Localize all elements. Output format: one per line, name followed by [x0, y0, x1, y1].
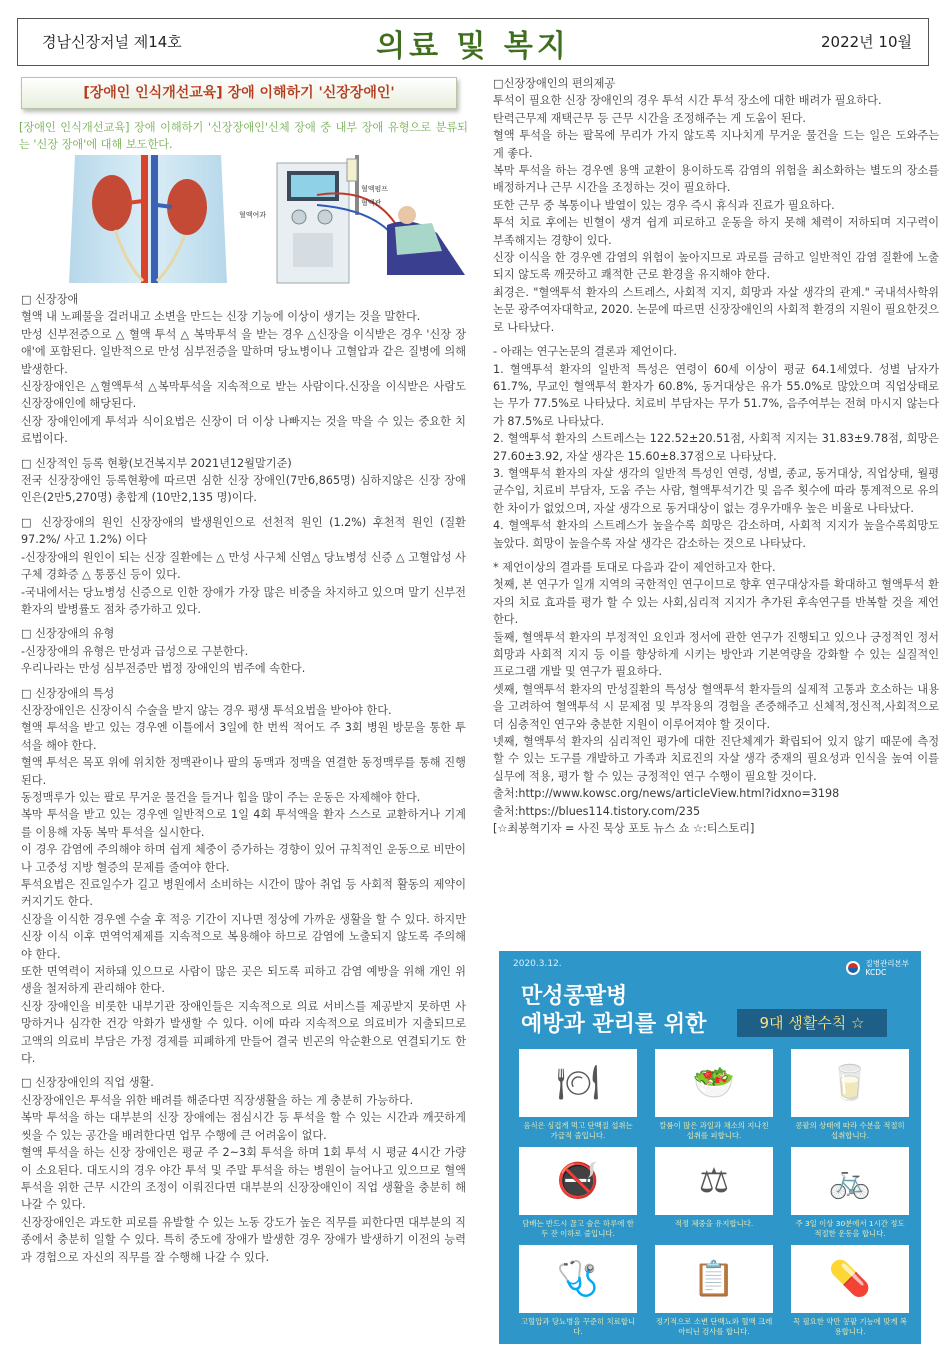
paragraph: 탄력근무제 재택근무 등 근무 시간을 조정해주는 게 도움이 된다. — [493, 111, 806, 125]
paragraph: 복막 투석을 받고 있는 경우엔 일반적으로 1일 4회 투석액을 환자 스스로 교환하거나 기계를 이용해 자동 복막 투석을 실시한다. — [21, 808, 466, 839]
agency-name-ko: 질병관리본부 — [865, 959, 909, 968]
issue-date: 2022년 10월 — [820, 33, 912, 51]
paragraph: -국내에서는 당뇨병성 신증으로 인한 장애가 가장 많은 비중을 차지하고 있으며 말기 신부전 환자의 발병률도 점차 증가하고 있다. — [21, 585, 466, 616]
illustration — [17, 155, 470, 283]
paragraph: 3. 혈액투석 환자의 자살 생각의 일반적 특성인 연령, 성별, 종교, 동거대상, 직업상태, 월평균수입, 치료비 부담자, 도움 주는 사람, 혈액투석기간 및 음주 횟수에 따라 통계적으로 유의한 차이가 없었으며, 자살 생각으로 동거대상이 없는 경우가매우 높은 비율로 나타났다. — [493, 466, 939, 515]
paragraph: 4. 혈액투석 환자의 스트레스가 높을수록 희망은 감소하며, 사회적 지지가 높을수록희망도 높았다. 희망이 높을수록 자살 생각은 감소하는 것으로 나타났다. — [493, 519, 939, 550]
paragraph: 출처:http://www.kowsc.org/news/articleView.html?idxno=3198 — [493, 787, 840, 801]
paragraph: 신장 장애인을 비롯한 내부기관 장애인들은 지속적으로 의료 서비스를 제공받지 못하면 사망하거나 심각한 건강 악화가 발생할 수 있다. 이에 따라 지속적으로 의료비가 지출되므로 고액의 의료비 부담은 가정 경제를 피폐하게 만들어 결국 빈곤의 악순환으로 연결되기도 한다. — [21, 999, 466, 1066]
paragraph: 신장장애인은 △혈액투석 △복막투석을 지속적으로 받는 사람이다.신장을 이식받은 사람도 신장장애인에 해당된다. — [21, 380, 466, 411]
poster-title-line1: 만성콩팥병 — [521, 984, 628, 1009]
section-title: 의료 및 복지 — [376, 29, 570, 64]
ckd-prevention-poster — [499, 951, 921, 1344]
page-header — [17, 18, 929, 66]
publication-name: 경남신장저널 제14호 — [42, 33, 182, 51]
paragraph: 둘째, 혈액투석 환자의 부정적인 요인과 정서에 관한 연구가 진행되고 있으나 긍정적인 정서 희망과 사회적 지지 등 이를 향상하게 시키는 방안과 기본역량을 강화할 수 있는 실질적인 프로그램 개발 및 연구가 필요하다. — [493, 630, 939, 679]
paragraph: 혈액 투석을 하는 신장 장애인은 평균 주 2~3회 투석을 하며 1회 투석 시 평균 4시간 가량이 소요된다. 대도시의 경우 야간 투석 및 주말 투석을 하는 병원이 늘어나고 있으므로 혈액 투석을 위한 근무 시간의 조정이 이뤄진다면 대부분의 신장장애인이 직업 생활을 충분히 해나갈 수 있다. — [21, 1146, 466, 1212]
rule-card — [791, 1049, 909, 1141]
paragraph: □ 신장장애의 원인 신장장애의 발생원인으로 선천적 원인 (1.2%) 후천적 원인 (질환97.2%/ 사고 1.2%) 이다 — [21, 515, 466, 547]
rule-caption: 주 3일 이상 30분에서 1시간 정도 적절한 운동을 합니다. — [795, 1219, 905, 1238]
right-article-body — [491, 75, 941, 837]
exercise-icon: 🚲 — [791, 1147, 909, 1215]
paragraph: 투석요법은 진료일수가 길고 병원에서 소비하는 시간이 많아 취업 등 사회적 활동의 제약이 커지기도 한다. — [21, 878, 466, 909]
svg-text:혈액펌프: 혈액펌프 — [361, 185, 389, 193]
vegetables-icon: 🥗 — [655, 1049, 773, 1117]
poster-title-line2: 예방과 관리를 위한 — [521, 1012, 707, 1037]
paragraph: 첫째, 본 연구가 일개 지역의 국한적인 연구이므로 향후 연구대상자를 확대하고 혈액투석 환자의 치료 효과를 평가 할 수 있는 사회,심리적 지지가 추가된 후속연구를 반복할 것을 제언한다. — [493, 578, 939, 627]
svg-text:혈액관: 혈액관 — [361, 199, 382, 207]
paragraph — [21, 507, 466, 514]
paragraph: 혈액 투석을 하는 팔목에 무리가 가지 않도록 지나치게 무거운 물건을 드는 일은 도와주는 게 좋다. — [493, 129, 939, 160]
rule-caption: 칼륨이 많은 과일과 채소의 지나친 섭취를 피합니다. — [659, 1121, 769, 1140]
paragraph — [493, 552, 939, 559]
low-salt-meal-icon: 🍽 — [519, 1049, 637, 1117]
paragraph: 출처:https://blues114.tistory.com/235 — [493, 804, 701, 818]
paragraph: [☆최봉혁기자 = 사진 묵상 포토 뉴스 쇼 ☆:티스토리] — [493, 822, 755, 836]
paragraph: 1. 혈액투석 환자의 일반적 특성은 연령이 60세 이상이 평균 64.1세였다. 성별 남자가61.7%, 무교인 혈액투석 환자가 60.8%, 동거대상은 유가 55.0%로 많았으며 직업상태로는 무가 77.5%로 나타났다. 치료비 부담자는 무가 51.7%, 음주여부는 전혀 마시지 않는다가 87.5%로 나타났다. — [493, 362, 939, 428]
paragraph — [21, 1067, 466, 1074]
paragraph: 또한 면역력이 저하돼 있으므로 사람이 많은 곳은 되도록 피하고 감염 예방을 위해 개인 위생을 철저하게 관리해야 한다. — [21, 965, 466, 996]
rule-caption: 담배는 반드시 끊고 술은 하루에 한두 잔 이하로 줄입니다. — [522, 1219, 634, 1238]
paragraph: 또한 근무 중 복통이나 발열이 있는 경우 즉시 휴식과 진료가 필요하다. — [493, 198, 835, 212]
paragraph: □ 신장장애인의 직업 생활. — [21, 1076, 154, 1090]
paragraph: 투석이 필요한 신장 장애인의 경우 투석 시간 투석 장소에 대한 배려가 필요하다. — [493, 94, 882, 108]
paragraph: □ 신장적인 등록 현황(보건복지부 2021년12월말기준) — [21, 456, 292, 470]
agency-logo — [846, 959, 909, 977]
paragraph: 혈액 투석은 목포 위에 위치한 정맥관이나 팔의 동맥과 정맥을 연결한 동정맥루를 통해 진행된다. — [21, 756, 466, 787]
paragraph: - 아래는 연구논문의 결론과 제언이다. — [493, 345, 677, 359]
checkup-icon: 📋 — [655, 1245, 773, 1313]
rule-card — [791, 1245, 909, 1337]
medicine-icon: 💊 — [791, 1245, 909, 1313]
article-title: [장애인 인식개선교육] 장애 이해하기 '신장장애인' — [21, 77, 457, 109]
paragraph: 동정맥루가 있는 팔로 무거운 물건을 들거나 힘을 많이 주는 운동은 자제해야 한다. — [21, 790, 421, 804]
right-column — [491, 75, 941, 1360]
rule-card — [519, 1049, 637, 1141]
rule-caption: 음식은 싱겁게 먹고 단백질 섭취는 가급적 줄입니다. — [523, 1121, 633, 1140]
poster-date: 2020.3.12. — [513, 959, 562, 969]
left-article-body — [17, 291, 470, 1266]
paragraph: 복막 투석을 하는 경우엔 용액 교환이 용이하도록 감염의 위험을 최소화하는 별도의 장소를 배정하거나 근무 시간을 조정하는 것이 필요하다. — [493, 164, 939, 195]
paragraph — [21, 678, 466, 685]
agency-name-en: KCDC — [865, 968, 887, 977]
rule-card — [519, 1245, 637, 1337]
rule-card — [655, 1049, 773, 1141]
dialysis-machine-image — [237, 155, 469, 285]
paragraph: 셋째, 혈액투석 환자의 만성질환의 특성상 혈액투석 환자들의 실제적 고통과 호소하는 내용을 고려하여 혈액투석 시 문제점 및 부작용의 경험을 존중해주고 신체적,정신적,사회적으로 더 심층적인 연구와 충분한 지원이 이루어져야 할 것이다. — [493, 682, 939, 731]
poster-tag: 9대 생활수칙 ☆ — [737, 1009, 887, 1037]
rule-caption: 콩팥의 상태에 따라 수분을 적절히 섭취합니다. — [795, 1121, 905, 1140]
rule-card — [655, 1245, 773, 1337]
paragraph: 넷째, 혈액투석 환자의 심리적인 평가에 대한 진단체계가 확립되어 있지 않기 때문에 측정 할 수 있는 도구를 개발하고 가족과 치료진의 자살 생각 중재의 필요성과 인식을 높여 이를 실무에 적용, 평가 할 수 있는 긍정적인 연구 수행이 필요할 것이다. — [493, 735, 939, 783]
paragraph: □ 신장장애의 유형 — [21, 627, 115, 641]
paragraph: 신장장애인은 신장이식 수술을 받지 않는 경우 평생 투석요법을 받아야 한다. — [21, 703, 392, 717]
paragraph: -신장장애의 유형은 만성과 급성으로 구분한다. — [21, 644, 249, 658]
paragraph: 최경은. "혈액투석 환자의 스트레스, 사회적 지지, 희망과 자살 생각의 관계." 국내석사학위논문 광주여자대학교, 2020. 논문에 따르면 신장장애인의 사회적 환경의 지원이 필요한것으로 나타났다. — [493, 285, 939, 334]
paragraph: 혈액 내 노폐물을 걸러내고 소변을 만드는 신장 기능에 이상이 생기는 것을 말한다. — [21, 310, 421, 324]
agency-emblem-icon — [846, 961, 860, 975]
paragraph: 2. 혈액투석 환자의 스트레스는 122.52±20.51점, 사회적 지지는 31.83±9.78점, 희망은27.60±3.92, 자살 생각은 15.60±8.37점으로 나타났다. — [493, 432, 939, 463]
rule-card — [655, 1147, 773, 1229]
paragraph — [21, 618, 466, 625]
water-cups-icon: 🥛 — [791, 1049, 909, 1117]
paragraph: 신장장애인은 투석을 위한 배려를 해준다면 직장생활을 하는 게 충분히 가능하다. — [21, 1093, 414, 1107]
paragraph: 투석 치료 후에는 빈혈이 생겨 쉽게 피로하고 운동을 하지 못해 체력이 저하되며 지구력이 부족해지는 경향이 있다. — [493, 216, 939, 247]
left-column — [17, 75, 470, 1360]
paragraph: 복막 투석을 하는 대부분의 신장 장애에는 점심시간 등 투석을 할 수 있는 시간과 깨끗하게 씻을 수 있는 공간을 배려한다면 업무 수행에 큰 어려움이 없다. — [21, 1111, 466, 1142]
paragraph: 신장 장애인에게 투석과 식이요법은 신장이 더 이상 나빠지는 것을 막을 수 있는 중요한 치료법이다. — [21, 414, 466, 446]
paragraph: 전국 신장장애인 등록현황에 따르면 심한 신장 장애인(7만6,865명) 심하지않은 신장 장애인은(2만5,270명) 총합계 (10만2,135 명)이다. — [21, 474, 466, 505]
no-smoking-icon: 🚭 — [519, 1147, 637, 1215]
rule-caption: 고혈압과 당뇨병을 꾸준히 치료합니다. — [520, 1317, 636, 1336]
article-lead: [장애인 인식개선교육] 장애 이해하기 '신장장애인'신체 장애 중 내부 장애 유형으로 분류되는 '신장 장애'에 대해 보도한다. — [19, 121, 468, 151]
paragraph — [21, 448, 466, 455]
scale-icon: ⚖ — [655, 1147, 773, 1215]
paragraph: 신장을 이식한 경우엔 수술 후 적응 기간이 지나면 정상에 가까운 생활을 할 수 있다. 하지만 신장 이식 이후 면역억제제를 지속적으로 복용해야 하므로 감염에 노출되지 않도록 주의해야 한다. — [21, 912, 466, 961]
paragraph: * 제언이상의 결과를 토대로 다음과 같이 제언하고자 한다. — [493, 560, 776, 574]
kidney-anatomy-image — [57, 155, 239, 283]
rule-caption: 꼭 필요한 약만 콩팥 기능에 맞게 복용합니다. — [792, 1317, 908, 1336]
paragraph: 신장 이식을 한 경우엔 감염의 위험이 높아지므로 과로를 금하고 일반적인 감염 질환에 노출되지 않도록 깨끗하고 쾌적한 근로 환경을 유지해야 한다. — [493, 251, 939, 282]
paragraph: 만성 신부전증으로 △ 혈액 투석 △ 복막투석 을 받는 경우 △신장을 이식받은 경우 '신장 장애'에 포함된다. 일반적으로 만성 심부전증을 말하며 당뇨병이나 고혈압과 같은 질병에 의해 발생한다. — [21, 327, 466, 376]
paragraph: 우리나라는 만성 심부전증만 법정 장애인의 범주에 속한다. — [21, 662, 306, 676]
paragraph: □신장장애인의 편의제공 — [493, 77, 616, 90]
paragraph: 신장장애인은 과도한 피로를 유발할 수 있는 노동 강도가 높은 직무를 피한다면 대부분의 직종에서 충분히 일할 수 있다. 특히 중도에 장애가 발생한 경우 장애가 발생하기 이전의 능력과 경험으로 자신의 직무를 잘 수행해 나갈 수 있다. — [21, 1215, 466, 1264]
paragraph — [493, 336, 939, 343]
rule-caption: 정기적으로 소변 단백뇨와 혈액 크레아티닌 검사를 합니다. — [655, 1317, 773, 1336]
rule-card — [519, 1147, 637, 1239]
paragraph: -신장장애의 원인이 되는 신장 질환에는 △ 만성 사구체 신염△ 당뇨병성 신증 △ 고혈압성 사구체 경화증 △ 통풍신 등이 있다. — [21, 550, 466, 582]
svg-text:혈액여과: 혈액여과 — [239, 211, 267, 219]
blood-pressure-icon: 🩺 — [519, 1245, 637, 1313]
rule-card — [791, 1147, 909, 1239]
paragraph: 이 경우 감염에 주의해야 하며 쉽게 체중이 증가하는 경향이 있어 규칙적인 운동으로 비만이나 고중성 지방 혈증의 문제를 줄여야 한다. — [21, 843, 466, 874]
paragraph: □ 신장장애 — [21, 293, 79, 306]
paragraph: □ 신장장애의 특성 — [21, 686, 115, 700]
paragraph: 혈액 투석을 받고 있는 경우엔 이틀에서 3일에 한 번씩 적어도 주 3회 병원 방문을 통한 투석을 해야 한다. — [21, 721, 466, 752]
rule-caption: 적정 체중을 유지합니다. — [674, 1219, 754, 1228]
